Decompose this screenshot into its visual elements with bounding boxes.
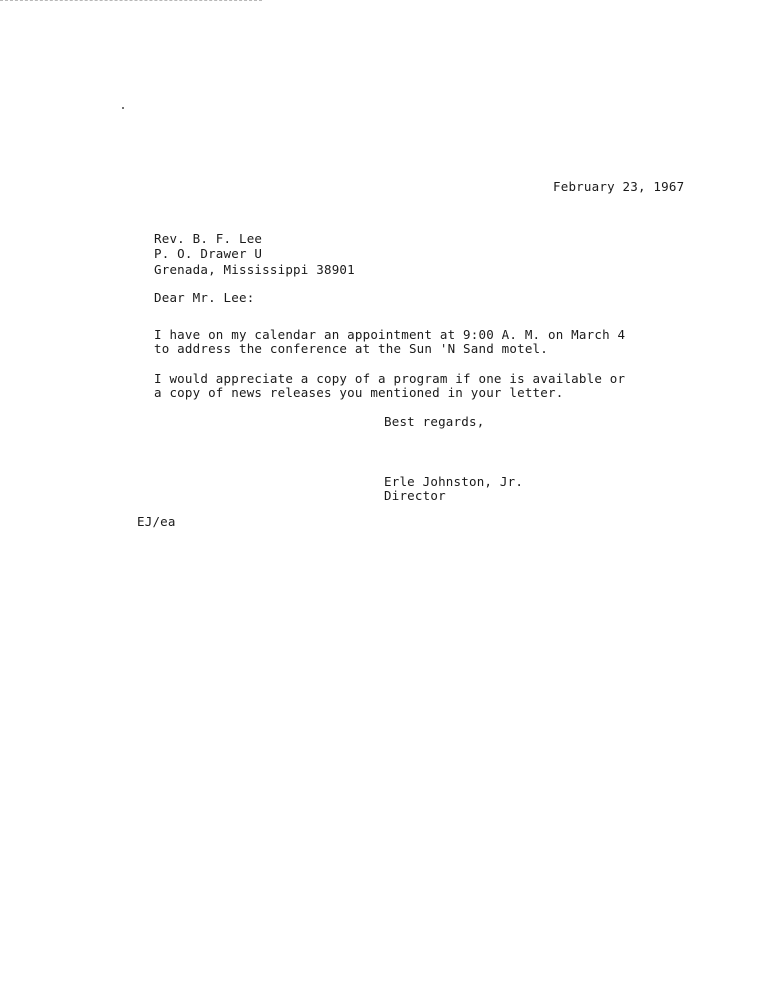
salutation: Dear Mr. Lee: [154,290,255,305]
recipient-address: P. O. Drawer U [154,246,263,261]
reference-initials: EJ/ea [137,514,176,529]
recipient-name: Rev. B. F. Lee [154,231,263,246]
recipient-city-state-zip: Grenada, Mississippi 38901 [154,262,355,277]
letter-date: February 23, 1967 [553,179,685,194]
perforation-edge [0,0,262,1]
paper-speck [122,107,124,109]
complimentary-closing: Best regards, [384,414,485,429]
body-paragraph-2-line-2: a copy of news releases you mentioned in your letter. [154,385,564,400]
signer-title: Director [384,488,446,503]
body-paragraph-2-line-1: I would appreciate a copy of a program if one is available or [154,371,626,386]
body-paragraph-1-line-1: I have on my calendar an appointment at 9:00 A. M. on March 4 [154,327,626,342]
body-paragraph-1-line-2: to address the conference at the Sun 'N Sand motel. [154,341,549,356]
signer-name: Erle Johnston, Jr. [384,474,524,489]
